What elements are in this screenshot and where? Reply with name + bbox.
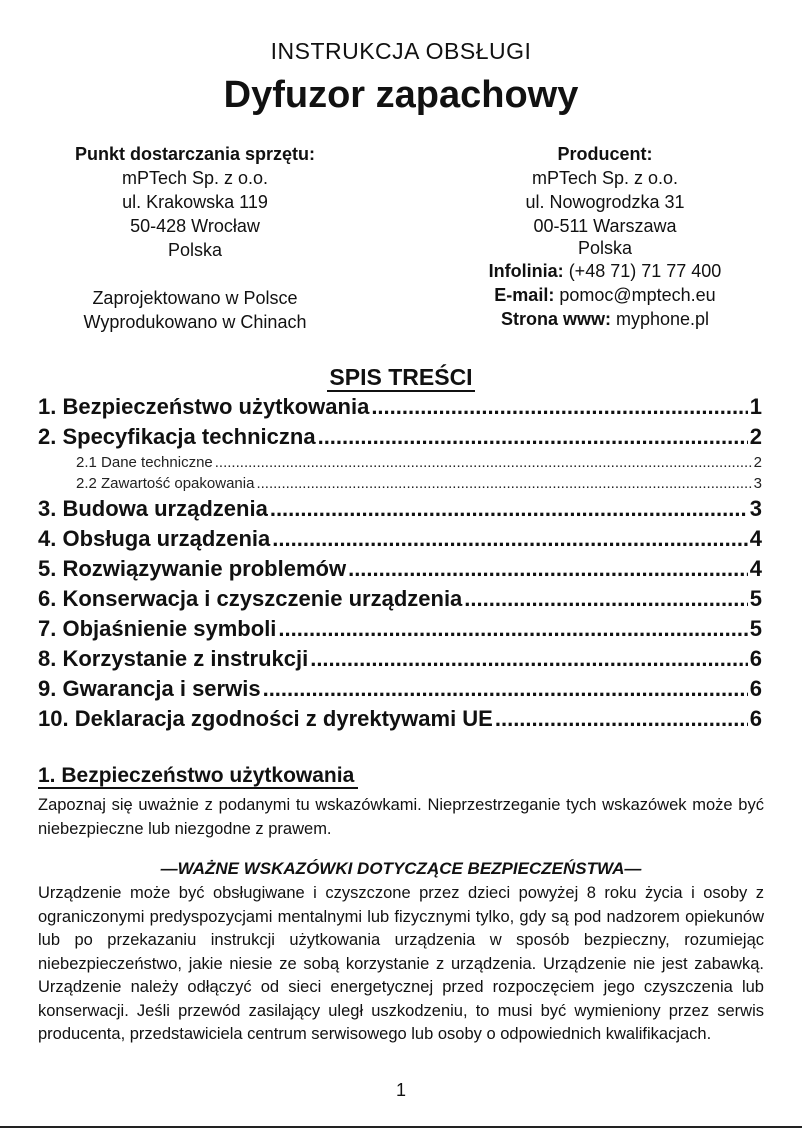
toc-subitem[interactable]: 2.1 Dane techniczne ..... 2 (38, 454, 762, 475)
designed-in: Zaprojektowano w Polsce (92, 288, 298, 308)
document-title: Dyfuzor zapachowy (223, 74, 579, 116)
section-heading: 1. Bezpieczeństwo użytkowania (38, 764, 358, 788)
producer-company: mPTech Sp. z o.o. (531, 168, 679, 188)
toc-item[interactable]: 7. Objaśnienie symboli ..... 5 (38, 616, 762, 646)
producer-www: Strona www: myphone.pl (500, 309, 710, 329)
toc-item[interactable]: 2. Specyfikacja techniczna ..... 2 (38, 424, 762, 454)
toc-item[interactable]: 8. Korzystanie z instrukcji ..... 6 (38, 646, 762, 676)
section-intro: Zapoznaj się uważnie z podanymi tu wskazówkami. Nieprzestrzeganie tych wskazówek może być niebezpieczne lub niezgodne z prawem. (38, 796, 764, 838)
toc-item[interactable]: 1. Bezpieczeństwo użytkowania ..... 1 (38, 394, 762, 424)
producer-city: 00-511 Warszawa (533, 216, 677, 236)
toc-item[interactable]: 6. Konserwacja i czyszczenie urządzenia ..... 5 (38, 586, 762, 616)
page-bottom-rule (0, 1126, 802, 1128)
toc-item[interactable]: 4. Obsługa urządzenia ..... 4 (38, 526, 762, 556)
producer-heading: Producent: (557, 144, 653, 164)
producer-street: ul. Nowogrodzka 31 (525, 192, 685, 212)
page-number: 1 (395, 1080, 406, 1100)
table-of-contents (38, 394, 762, 736)
toc-subitem[interactable]: 2.2 Zawartość opakowania ..... 3 (38, 475, 762, 496)
safety-body: Urządzenie może być obsługiwane i czyszczone przez dzieci powyżej 8 roku życia i osoby z ograniczonymi predyspozycjami mentalnymi lub fizycznymi tylko, gdy są pod nadzorem opiekunów lub po przekazaniu instrukcji użytkowania urządzenia w sposób bezpieczny, rozumiejąc niebezpieczeństwo, jakie niesie ze sobą korzystanie z urządzenia. Urządzenie nie jest zabawką. Urządzenie należy odłączyć od sieci energetycznej przed rozpoczęciem jego czyszczenia lub konserwacji. Jeśli przewód zasilający uległ uszkodzeniu, to musi być wymieniony przez serwis producenta, przedstawiciela centrum serwisowego lub osoby o odpowiednich kwalifikacjach. (38, 884, 764, 1043)
delivery-country: Polska (167, 240, 223, 260)
www-link: myphone.pl (615, 309, 710, 329)
producer-infolinia: Infolinia: (+48 71) 71 77 400 (488, 261, 722, 281)
delivery-heading: Punkt dostarczania sprzętu: (74, 144, 316, 164)
producer-country: Polska (577, 238, 633, 258)
document-kicker: INSTRUKCJA OBSŁUGI (270, 38, 532, 64)
email-link: pomoc@mptech.eu (559, 285, 716, 305)
toc-item[interactable]: 10. Deklaracja zgodności z dyrektywami UE ..... 6 (38, 706, 762, 736)
safety-subheading: —WAŻNE WSKAZÓWKI DOTYCZĄCE BEZPIECZEŃSTWA— (160, 859, 642, 878)
producer-email: E-mail: pomoc@mptech.eu (494, 285, 716, 305)
producer-block (455, 142, 755, 331)
toc-item[interactable]: 5. Rozwiązywanie problemów ..... 4 (38, 556, 762, 586)
toc-item[interactable]: 9. Gwarancja i serwis ..... 6 (38, 676, 762, 706)
delivery-company: mPTech Sp. z o.o. (121, 168, 269, 188)
delivery-city: 50-428 Wrocław (130, 216, 260, 236)
toc-item[interactable]: 3. Budowa urządzenia ..... 3 (38, 496, 762, 526)
toc-title: SPIS TREŚCI (329, 364, 473, 390)
delivery-point-block (40, 142, 350, 334)
delivery-street: ul. Krakowska 119 (122, 192, 268, 212)
made-in: Wyprodukowano w Chinach (83, 312, 307, 332)
